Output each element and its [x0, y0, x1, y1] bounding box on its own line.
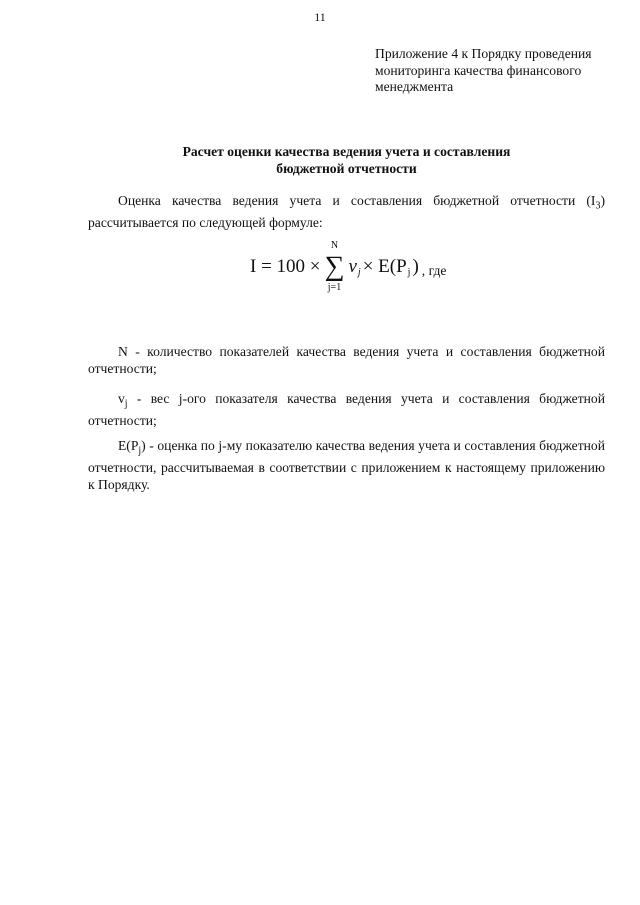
formula-score-sub: j — [407, 267, 411, 278]
title-line: Расчет оценки качества ведения учета и составления — [182, 144, 511, 159]
formula-suffix: , где — [421, 263, 447, 278]
definition-subscript: j — [138, 445, 142, 457]
appendix-line: менеджмента — [375, 79, 454, 94]
sum-sign: ∑ — [324, 251, 345, 282]
appendix-note — [375, 46, 615, 96]
intro-subscript: 3 — [595, 200, 601, 212]
formula-lhs: I = 100 × — [250, 256, 321, 277]
page-number: 11 — [314, 10, 326, 24]
formula-score: × E(P — [362, 256, 407, 277]
definition-n — [88, 344, 605, 377]
formula-weight: v — [348, 256, 357, 277]
appendix-line: Приложение 4 к Порядку проведения — [375, 46, 592, 61]
definition-text: ) - оценка по j-му показателю качества ведения учета и составления бюджетной отчетности, рассчитываемая в соответствии с приложением к настоящему приложению к Порядку. — [88, 438, 605, 492]
definition-symbol: v — [118, 391, 125, 406]
definition-text: - количество показателей качества ведения учета и составления бюджетной отчетности; — [88, 344, 605, 376]
intro-tail: ) рассчитывается по следующей формуле: — [88, 193, 605, 231]
definition-v — [88, 391, 605, 430]
formula-weight-sub: j — [357, 267, 361, 278]
definition-symbol: N — [118, 344, 128, 359]
appendix-line: мониторинга качества финансового — [375, 62, 582, 78]
sum-lower-limit: j=1 — [327, 282, 342, 293]
sum-upper-limit: N — [330, 240, 339, 251]
title-line: бюджетной отчетности — [276, 160, 417, 176]
formula — [250, 240, 446, 294]
formula-close: ) — [412, 256, 419, 277]
definition-symbol: E(P — [118, 438, 139, 453]
definition-e — [88, 438, 605, 493]
definition-text: - вес j-ого показателя качества ведения учета и составления бюджетной отчетности; — [88, 391, 605, 429]
document-title — [88, 144, 605, 177]
intro-paragraph — [88, 193, 605, 232]
summation — [325, 240, 345, 294]
definition-subscript: j — [124, 398, 128, 410]
intro-text: Оценка качества ведения учета и составления бюджетной отчетности (I — [118, 193, 596, 208]
